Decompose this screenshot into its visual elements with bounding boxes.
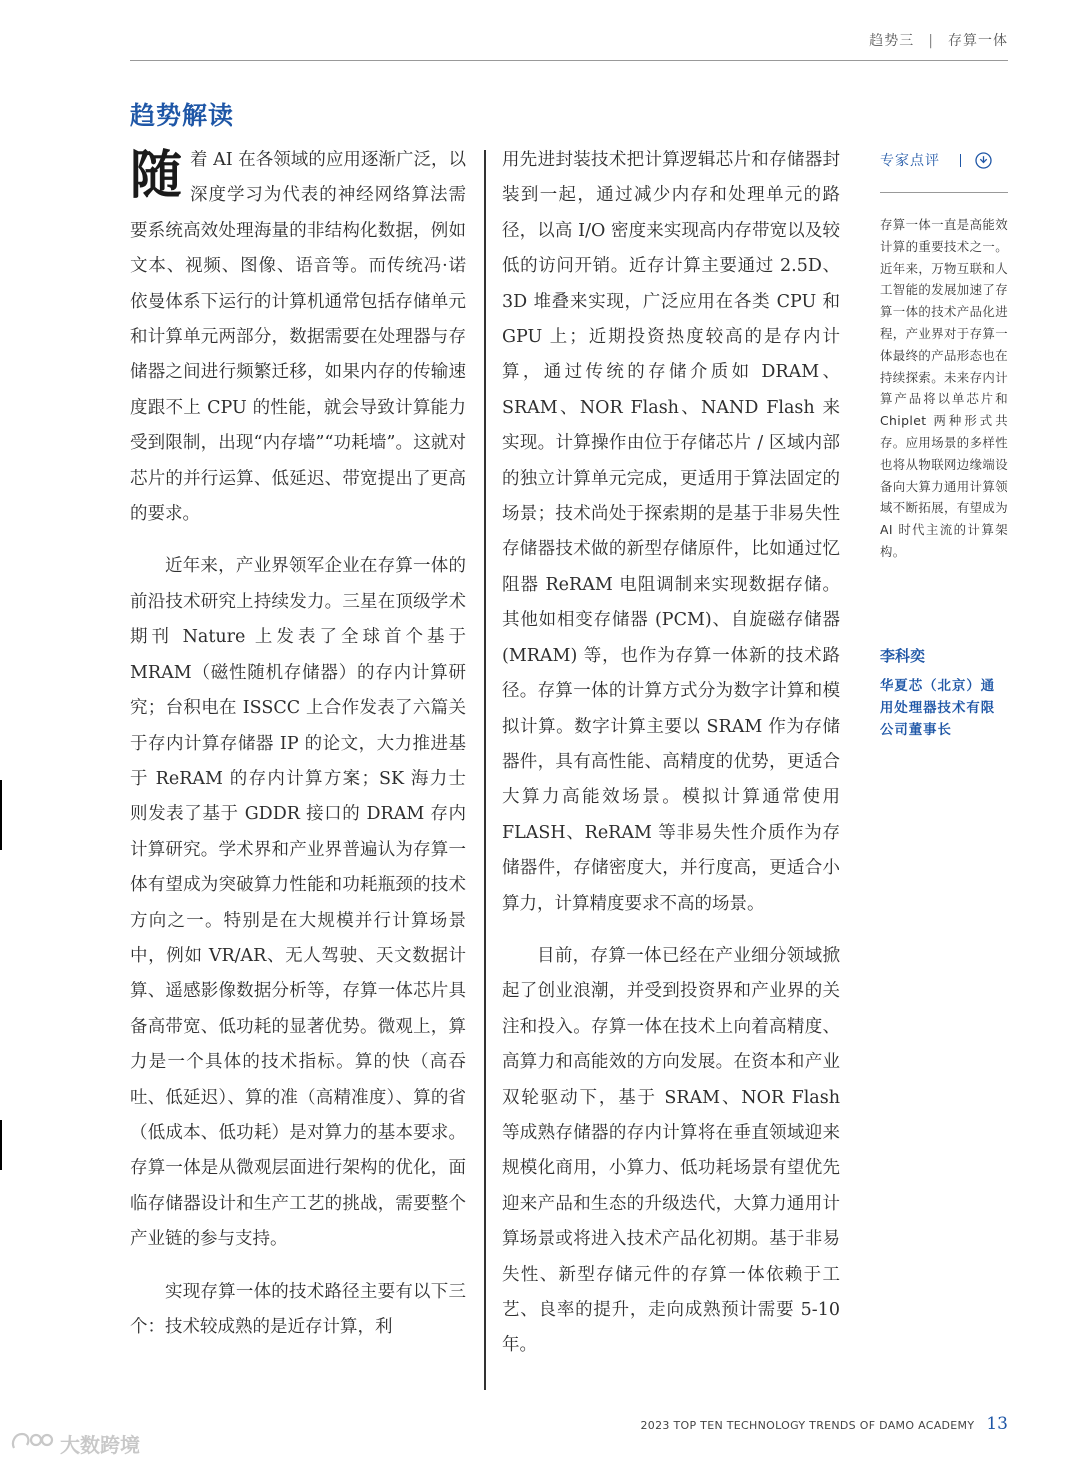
expert-review-text: 存算一体一直是高能效计算的重要技术之一。近年来，万物互联和人工智能的发展加速了存算一体的技术产品化进程，产业界对于存算一体最终的产品形态也在持续探索。未来存内计算产品将以单芯片和 Chiplet 两种形式共存。应用场景的多样性也将从物联网边缘端设备向大算力通用计算领域不断拓展，有望成为 AI 时代主流的计算架构。	[880, 217, 1008, 559]
expert-review-heading	[880, 150, 1008, 170]
header-topic: 存算一体	[948, 33, 1008, 49]
watermark-logo-icon	[10, 1428, 54, 1459]
paragraph-4: 用先进封装技术把计算逻辑芯片和存储器封装到一起，通过减少内存和处理单元的路径，以高 I/O 密度来实现高内存带宽以及较低的访问开销。近存计算主要通过 2.5D、3D 堆叠来实现，广泛应用在各类 CPU 和 GPU 上；近期投资热度较高的是存内计算，通过传统的存储介质如 DRAM、SRAM、NOR Flash、NAND Flash 来实现。计算操作由位于存储芯片 / 区域内部的独立计算单元完成，更适用于算法固定的场景；技术尚处于探索期的是基于非易失性存储器技术做的新型存储原件，比如通过忆阻器 ReRAM 电阻调制来实现数据存储。其他如相变存储器 (PCM)、自旋磁存储器 (MRAM) 等，也作为存算一体新的技术路径。存算一体的计算方式分为数字计算和模拟计算。数字计算主要以 SRAM 作为存储器件，具有高性能、高精度的优势，更适合大算力高能效场景。模拟计算通常使用 FLASH、ReRAM 等非易失性介质作为存储器件，存储密度大，并行度高，更适合小算力，计算精度要求不高的场景。	[502, 150, 840, 914]
watermark	[10, 1428, 140, 1459]
expert-name: 李科奕	[880, 647, 926, 665]
header-rule	[130, 60, 1008, 61]
paragraph-1	[130, 143, 466, 532]
scan-edge-mark	[0, 780, 2, 850]
scan-edge-mark	[0, 1120, 2, 1170]
expert-review-label: 专家点评	[880, 153, 940, 169]
circle-chevron-down-icon	[975, 152, 992, 169]
column-divider	[484, 150, 486, 1390]
paragraph-1-text: 着 AI 在各领域的应用逐渐广泛，以深度学习为代表的神经网络算法需要系统高效处理海量的非结构化数据，例如文本、视频、图像、语音等。而传统冯·诺依曼体系下运行的计算机通常包括存储单元和计算单元两部分，数据需要在处理器与存储器之间进行频繁迁移，如果内存的传输速度跟不上 CPU 的性能，就会导致计算能力受到限制，出现“内存墙”“功耗墙”。这就对芯片的并行运算、低延迟、带宽提出了更高的要求。	[130, 150, 466, 525]
header-section: 趋势三	[869, 33, 915, 49]
header-separator: |	[928, 33, 934, 49]
main-column-2	[502, 143, 840, 1364]
watermark-text: 大数跨境	[60, 1433, 140, 1457]
paragraph-5: 目前，存算一体已经在产业细分领域掀起了创业浪潮，并受到投资界和产业界的关注和投入。存算一体在技术上向着高精度、高算力和高能效的方向发展。在资本和产业双轮驱动下，基于 SRAM、NOR Flash 等成熟存储器的存内计算将在垂直领域迎来规模化商用，小算力、低功耗场景有望优先迎来产品和生态的升级迭代，大算力通用计算场景或将进入技术产品化初期。基于非易失性、新型存储元件的存算一体依赖于工艺、良率的提升，走向成熟预计需要 5-10 年。	[502, 945, 840, 1356]
paragraph-3: 实现存算一体的技术路径主要有以下三个：技术较成熟的是近存计算，利	[130, 1281, 466, 1337]
section-title: 趋势解读	[130, 101, 235, 130]
heading-divider	[960, 154, 961, 167]
expert-title: 华夏芯（北京）通用处理器技术有限公司董事长	[880, 679, 996, 738]
page-number: 13	[986, 1414, 1008, 1434]
main-column-1	[130, 143, 466, 1345]
footer-text: 2023 TOP TEN TECHNOLOGY TRENDS OF DAMO ACADEMY	[640, 1419, 975, 1432]
paragraph-2: 近年来，产业界领军企业在存算一体的前沿技术研究上持续发力。三星在顶级学术期刊 Nature 上发表了全球首个基于 MRAM（磁性随机存储器）的存内计算研究；台积电在 ISSCC 上合作发表了六篇关于存内计算存储器 IP 的论文，大力推进基于 ReRAM 的存内计算方案；SK 海力士则发表了基于 GDDR 接口的 DRAM 存内计算研究。学术界和产业界普遍认为存算一体有望成为突破算力性能和功耗瓶颈的技术方向之一。特别是在大规模并行计算场景中，例如 VR/AR、无人驾驶、天文数据计算、遥感影像数据分析等，存算一体芯片具备高带宽、低功耗的显著优势。微观上，算力是一个具体的技术指标。算的快（高吞吐、低延迟）、算的准（高精准度）、算的省（低成本、低功耗）是对算力的基本要求。存算一体是从微观层面进行架构的优化，面临存储器设计和生产工艺的挑战，需要整个产业链的参与支持。	[130, 556, 466, 1250]
sidebar-rule	[880, 192, 1008, 193]
page-header	[869, 30, 1008, 50]
drop-cap: 随	[130, 145, 183, 206]
page-footer	[640, 1414, 1008, 1434]
